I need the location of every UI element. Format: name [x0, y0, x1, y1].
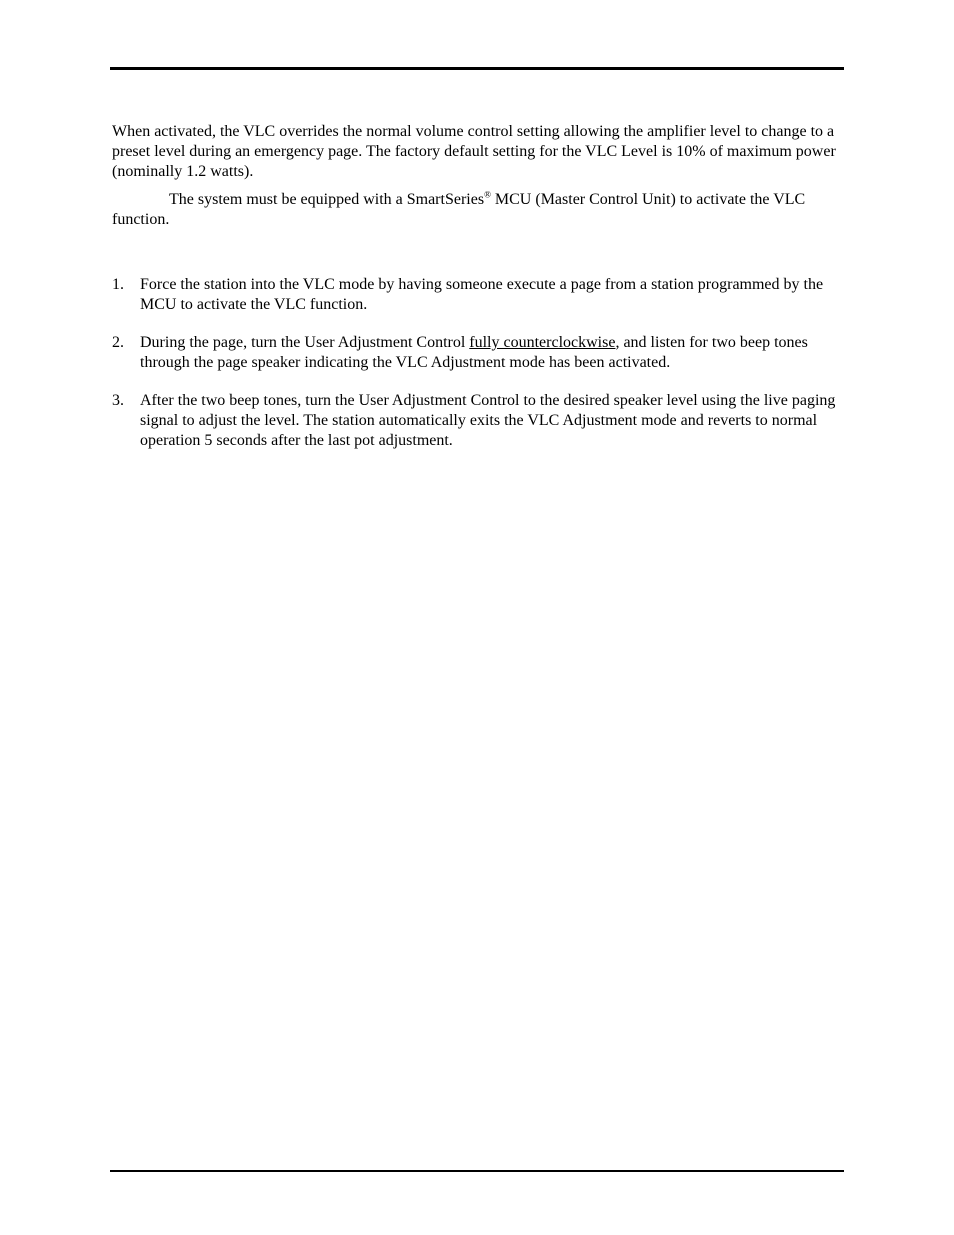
step-number: 1.	[112, 276, 124, 293]
step-text: After the two beep tones, turn the User Adjustment Control to the desired speaker level using the live paging signal to adjust the level. The station automatically exits the VLC Adjustment mode and reverts to normal operation 5 seconds after the last pot adjustment.	[140, 392, 836, 449]
requirement-text-end: MCU (Master Control Unit) to activate the VLC function.	[112, 191, 806, 228]
header-rule	[110, 67, 844, 70]
step-number: 2.	[112, 334, 124, 351]
page-body	[112, 122, 842, 469]
requirement-text-start: The system must be equipped with a SmartSeries	[169, 191, 485, 208]
step-text-start: During the page, turn the User Adjustment Control	[140, 334, 470, 351]
requirement-paragraph	[112, 190, 842, 230]
step-item	[112, 275, 842, 315]
step-item	[112, 333, 842, 373]
intro-paragraph: When activated, the VLC overrides the normal volume control setting allowing the amplifier level to change to a preset level during an emergency page. The factory default setting for the VLC Level is 10% of maximum power (nominally 1.2 watts).	[112, 123, 836, 180]
registered-mark: ®	[484, 189, 491, 200]
step-item	[112, 391, 842, 451]
footer-rule	[110, 1170, 844, 1172]
step-number: 3.	[112, 392, 124, 409]
step-text-end: , and listen for two beep tones through the page speaker indicating the VLC Adjustment mode has been activated.	[140, 334, 808, 371]
step-emphasis: fully counterclockwise	[469, 334, 616, 351]
procedure-steps	[112, 275, 842, 451]
step-text: Force the station into the VLC mode by having someone execute a page from a station programmed by the MCU to activate the VLC function.	[140, 276, 824, 313]
